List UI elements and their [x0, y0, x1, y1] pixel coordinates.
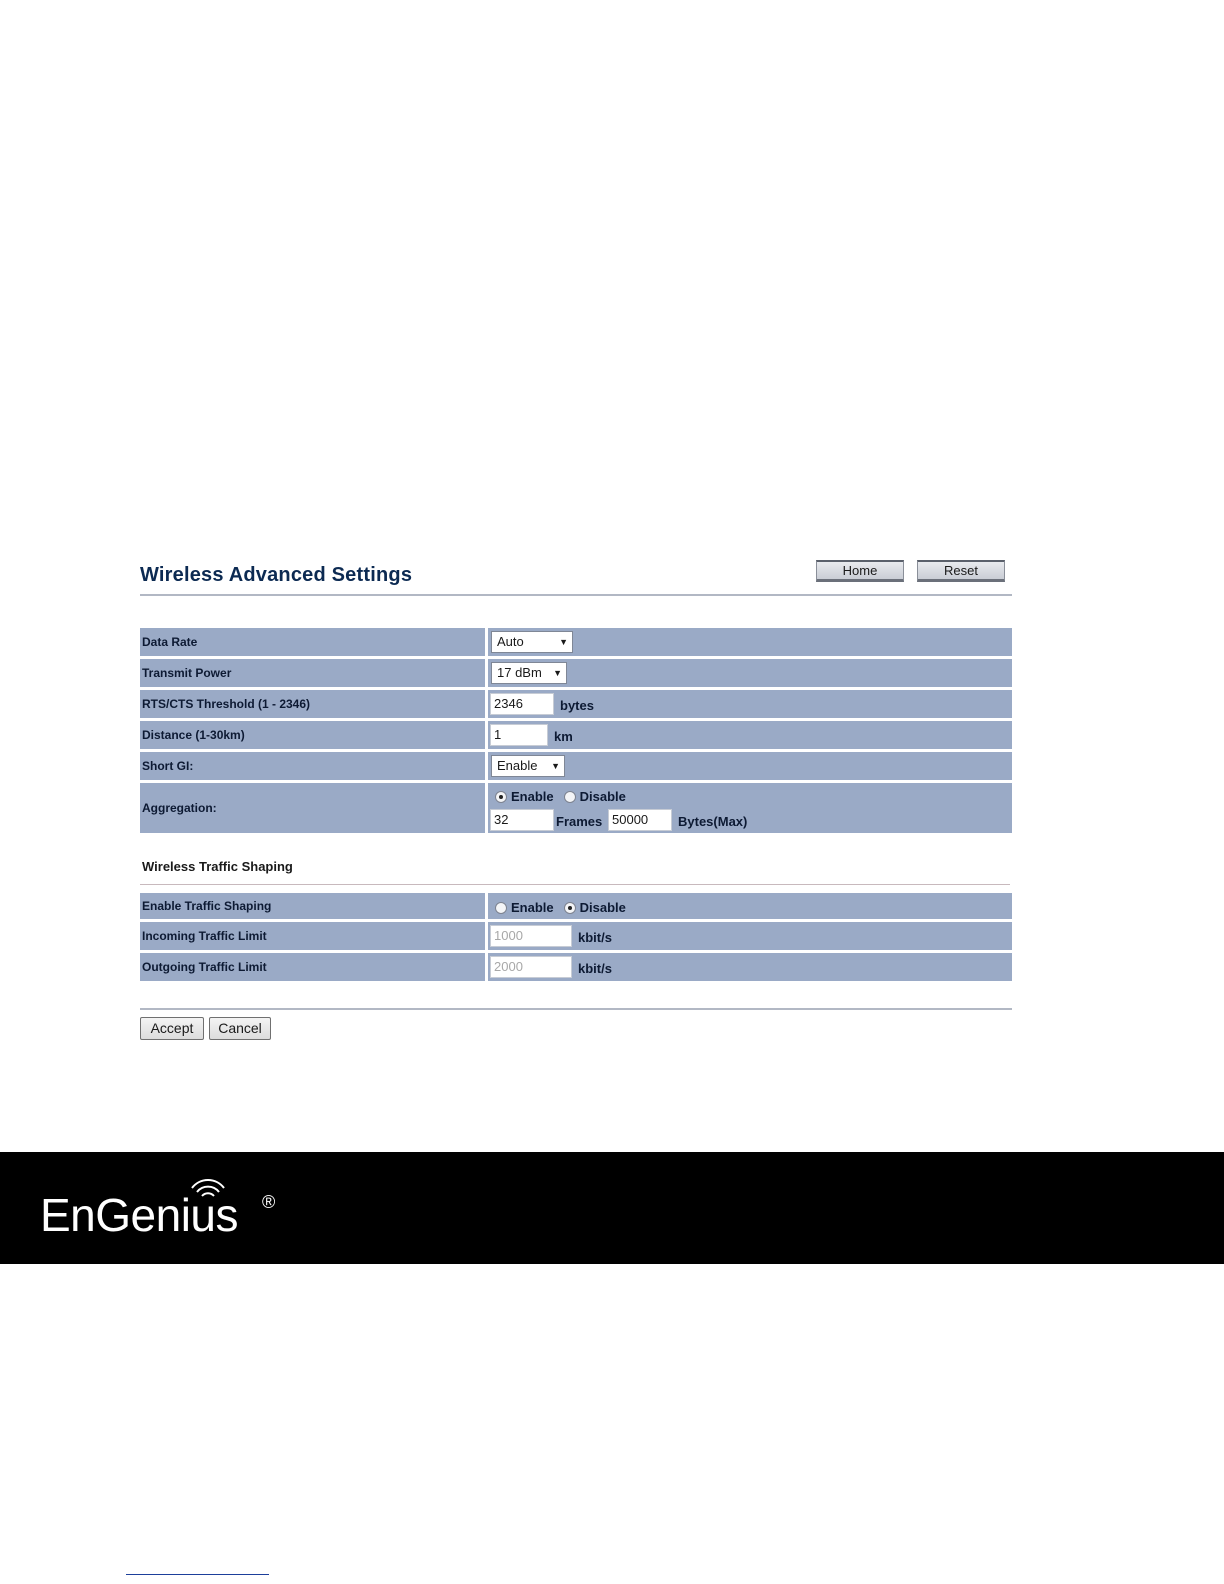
traffic-shaping-disable-label: Disable — [579, 900, 626, 915]
short-gi-select[interactable] — [491, 755, 565, 777]
outgoing-traffic-input[interactable]: 2000 — [490, 956, 572, 978]
aggregation-frames-input[interactable]: 32 — [490, 809, 554, 831]
data-rate-label: Data Rate — [142, 635, 198, 649]
home-button[interactable]: Home — [816, 560, 904, 582]
transmit-power-label: Transmit Power — [142, 666, 232, 680]
aggregation-bytes-input[interactable]: 50000 — [608, 809, 672, 831]
section-divider — [140, 884, 1010, 885]
registered-mark: ® — [262, 1192, 276, 1212]
aggregation-bytes-unit: Bytes(Max) — [678, 814, 748, 829]
aggregation-disable-label: Disable — [579, 789, 626, 804]
settings-table — [140, 628, 1012, 836]
footer-band — [0, 1152, 1224, 1264]
transmit-power-value: 17 dBm — [497, 665, 542, 680]
chevron-down-icon: ▼ — [551, 761, 560, 771]
incoming-traffic-row — [140, 922, 1012, 950]
incoming-traffic-input[interactable]: 1000 — [490, 925, 572, 947]
brand-name: EnGenius — [40, 1189, 239, 1241]
distance-unit: km — [554, 729, 573, 744]
engenius-logo — [40, 1182, 290, 1242]
section-title-traffic-shaping: Wireless Traffic Shaping — [142, 859, 293, 874]
aggregation-enable-radio[interactable] — [495, 791, 507, 803]
traffic-shaping-table — [140, 893, 1012, 984]
aggregation-disable-radio[interactable] — [564, 791, 576, 803]
aggregation-row — [140, 783, 1012, 833]
data-rate-value: Auto — [497, 634, 524, 649]
transmit-power-row — [140, 659, 1012, 687]
chevron-down-icon: ▼ — [559, 637, 568, 647]
aggregation-label: Aggregation: — [142, 801, 217, 815]
reset-button[interactable]: Reset — [917, 560, 1005, 582]
traffic-shaping-enable-label: Enable — [511, 900, 554, 915]
bottom-underline — [126, 1574, 269, 1575]
aggregation-enable-label: Enable — [511, 789, 554, 804]
cancel-button[interactable]: Cancel — [209, 1017, 271, 1040]
enable-traffic-shaping-row — [140, 893, 1012, 919]
outgoing-traffic-label: Outgoing Traffic Limit — [142, 960, 267, 974]
outgoing-traffic-row — [140, 953, 1012, 981]
accept-button[interactable]: Accept — [140, 1017, 204, 1040]
chevron-down-icon: ▼ — [553, 668, 562, 678]
data-rate-row — [140, 628, 1012, 656]
enable-traffic-shaping-label: Enable Traffic Shaping — [142, 899, 272, 913]
title-divider — [140, 594, 1012, 596]
distance-input[interactable]: 1 — [490, 724, 548, 746]
rts-cts-unit: bytes — [560, 698, 594, 713]
incoming-traffic-label: Incoming Traffic Limit — [142, 929, 267, 943]
traffic-shaping-disable-radio[interactable] — [564, 902, 576, 914]
outgoing-traffic-unit: kbit/s — [578, 961, 612, 976]
rts-cts-label: RTS/CTS Threshold (1 - 2346) — [142, 697, 311, 711]
short-gi-value: Enable — [497, 758, 538, 773]
short-gi-label: Short GI: — [142, 759, 194, 773]
data-rate-select[interactable] — [491, 631, 573, 653]
transmit-power-select[interactable] — [491, 662, 567, 684]
distance-label: Distance (1-30km) — [142, 728, 245, 742]
short-gi-row — [140, 752, 1012, 780]
incoming-traffic-unit: kbit/s — [578, 930, 612, 945]
aggregation-frames-unit: Frames — [556, 814, 603, 829]
page-title: Wireless Advanced Settings — [140, 564, 413, 586]
rts-cts-input[interactable]: 2346 — [490, 693, 554, 715]
traffic-shaping-enable-radio[interactable] — [495, 902, 507, 914]
distance-row — [140, 721, 1012, 749]
rts-cts-row — [140, 690, 1012, 718]
actions-divider — [140, 1008, 1012, 1010]
